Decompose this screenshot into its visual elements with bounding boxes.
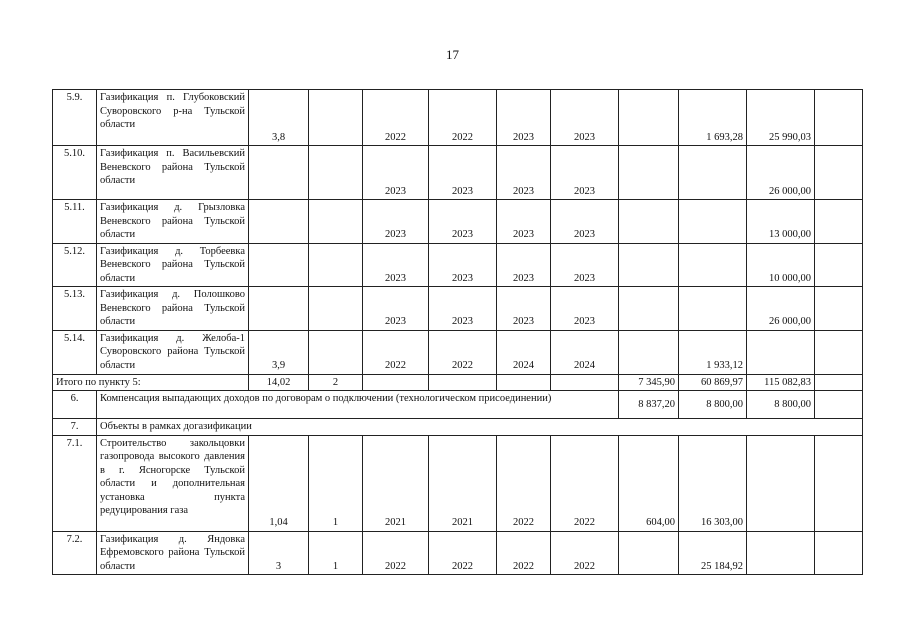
table-row — [53, 200, 863, 244]
cell-empty — [815, 435, 863, 531]
cell-units: 1 — [309, 435, 363, 531]
cell-y1: 2022 — [363, 330, 429, 374]
cell-v2: 25 184,92 — [679, 531, 747, 575]
cell-v1 — [619, 287, 679, 331]
cell-length — [249, 146, 309, 200]
cell-y4: 2022 — [551, 435, 619, 531]
cell-y3: 2022 — [497, 435, 551, 531]
table-row — [53, 90, 863, 146]
cell-y4: 2024 — [551, 330, 619, 374]
cell-v3: 26 000,00 — [747, 146, 815, 200]
total-label: Итого по пункту 5: — [53, 374, 249, 391]
cell-y4: 2023 — [551, 200, 619, 244]
cell-v1 — [619, 243, 679, 287]
cell-length — [249, 287, 309, 331]
row-number: 5.12. — [53, 243, 97, 287]
table-row — [53, 531, 863, 575]
cell-units: 1 — [309, 531, 363, 575]
cell-length — [249, 243, 309, 287]
row-v3: 8 800,00 — [747, 391, 815, 419]
row-6 — [53, 391, 863, 419]
object-name: Строительство закольцовки газопровода высокого давления в г. Ясногорске Тульской области и дополнительная установка пункта редуцирования газа — [97, 435, 249, 531]
cell-v2: 1 933,12 — [679, 330, 747, 374]
cell-y3: 2023 — [497, 90, 551, 146]
row-number: 6. — [53, 391, 97, 419]
cell-y2: 2023 — [429, 243, 497, 287]
cell-v2 — [679, 146, 747, 200]
cell-empty — [815, 330, 863, 374]
object-name: Газификация п. Васильевский Веневского района Тульской области — [97, 146, 249, 200]
cell-v2 — [679, 243, 747, 287]
row-number: 5.13. — [53, 287, 97, 331]
cell-v2: 1 693,28 — [679, 90, 747, 146]
cell-y1: 2023 — [363, 287, 429, 331]
table-row — [53, 243, 863, 287]
cell-y3: 2023 — [497, 200, 551, 244]
cell-v3 — [747, 435, 815, 531]
total-v1: 7 345,90 — [619, 374, 679, 391]
cell-y2: 2023 — [429, 287, 497, 331]
cell-y1: 2022 — [363, 90, 429, 146]
cell-empty — [815, 531, 863, 575]
row-number: 5.14. — [53, 330, 97, 374]
cell-y4: 2023 — [551, 287, 619, 331]
row-v1: 8 837,20 — [619, 391, 679, 419]
cell-v3 — [747, 330, 815, 374]
cell-length: 3,8 — [249, 90, 309, 146]
cell-v3 — [747, 531, 815, 575]
table-row — [53, 435, 863, 531]
table-row — [53, 146, 863, 200]
cell-y3: 2023 — [497, 146, 551, 200]
row-number: 7.1. — [53, 435, 97, 531]
cell-empty — [815, 287, 863, 331]
cell-y1: 2023 — [363, 243, 429, 287]
cell-y4: 2023 — [551, 243, 619, 287]
total-v2: 60 869,97 — [679, 374, 747, 391]
total-length: 14,02 — [249, 374, 309, 391]
cell-units — [309, 330, 363, 374]
cell-y1: 2021 — [363, 435, 429, 531]
cell-y1: 2023 — [363, 200, 429, 244]
cell-length: 1,04 — [249, 435, 309, 531]
total-units: 2 — [309, 374, 363, 391]
cell-v1 — [619, 200, 679, 244]
cell-y2: 2022 — [429, 531, 497, 575]
cell-v3: 26 000,00 — [747, 287, 815, 331]
cell-y2: 2023 — [429, 146, 497, 200]
row-number: 5.9. — [53, 90, 97, 146]
object-name: Газификация д. Яндовка Ефремовского района Тульской области — [97, 531, 249, 575]
cell-units — [309, 146, 363, 200]
section-heading: Объекты в рамках догазификации — [97, 419, 863, 436]
cell-v1 — [619, 146, 679, 200]
gasification-table — [52, 89, 863, 575]
cell-y3: 2022 — [497, 531, 551, 575]
cell-y4: 2022 — [551, 531, 619, 575]
cell-v3: 10 000,00 — [747, 243, 815, 287]
cell-units — [309, 243, 363, 287]
cell-y1: 2022 — [363, 531, 429, 575]
row-number: 5.10. — [53, 146, 97, 200]
cell-y3: 2024 — [497, 330, 551, 374]
table-row — [53, 330, 863, 374]
cell-units — [309, 287, 363, 331]
total-row-5 — [53, 374, 863, 391]
cell-length — [249, 200, 309, 244]
cell-v1 — [619, 330, 679, 374]
table-row — [53, 287, 863, 331]
cell-y2: 2023 — [429, 200, 497, 244]
cell-v1: 604,00 — [619, 435, 679, 531]
cell-v3: 13 000,00 — [747, 200, 815, 244]
cell-length: 3,9 — [249, 330, 309, 374]
cell-length: 3 — [249, 531, 309, 575]
cell-y3: 2023 — [497, 287, 551, 331]
row-text: Компенсация выпадающих доходов по договорам о подключении (технологическом присоединении) — [97, 391, 619, 419]
cell-units — [309, 200, 363, 244]
cell-y2: 2022 — [429, 90, 497, 146]
row-7 — [53, 419, 863, 436]
row-number: 5.11. — [53, 200, 97, 244]
cell-empty — [815, 243, 863, 287]
cell-empty — [815, 146, 863, 200]
cell-y3: 2023 — [497, 243, 551, 287]
row-number: 7. — [53, 419, 97, 436]
cell-y1: 2023 — [363, 146, 429, 200]
object-name: Газификация д. Полошково Веневского района Тульской области — [97, 287, 249, 331]
object-name: Газификация д. Желоба-1 Суворовского района Тульской области — [97, 330, 249, 374]
cell-empty — [815, 90, 863, 146]
cell-v2 — [679, 200, 747, 244]
total-v3: 115 082,83 — [747, 374, 815, 391]
cell-v1 — [619, 90, 679, 146]
cell-y2: 2021 — [429, 435, 497, 531]
cell-units — [309, 90, 363, 146]
cell-y4: 2023 — [551, 146, 619, 200]
cell-y4: 2023 — [551, 90, 619, 146]
row-number: 7.2. — [53, 531, 97, 575]
object-name: Газификация д. Торбеевка Веневского района Тульской области — [97, 243, 249, 287]
object-name: Газификация д. Грызловка Веневского района Тульской области — [97, 200, 249, 244]
cell-v1 — [619, 531, 679, 575]
cell-v2: 16 303,00 — [679, 435, 747, 531]
cell-empty — [815, 200, 863, 244]
cell-y2: 2022 — [429, 330, 497, 374]
row-v2: 8 800,00 — [679, 391, 747, 419]
cell-v2 — [679, 287, 747, 331]
page-number: 17 — [446, 47, 459, 62]
object-name: Газификация п. Глубоковский Суворовского р-на Тульской области — [97, 90, 249, 146]
cell-v3: 25 990,03 — [747, 90, 815, 146]
